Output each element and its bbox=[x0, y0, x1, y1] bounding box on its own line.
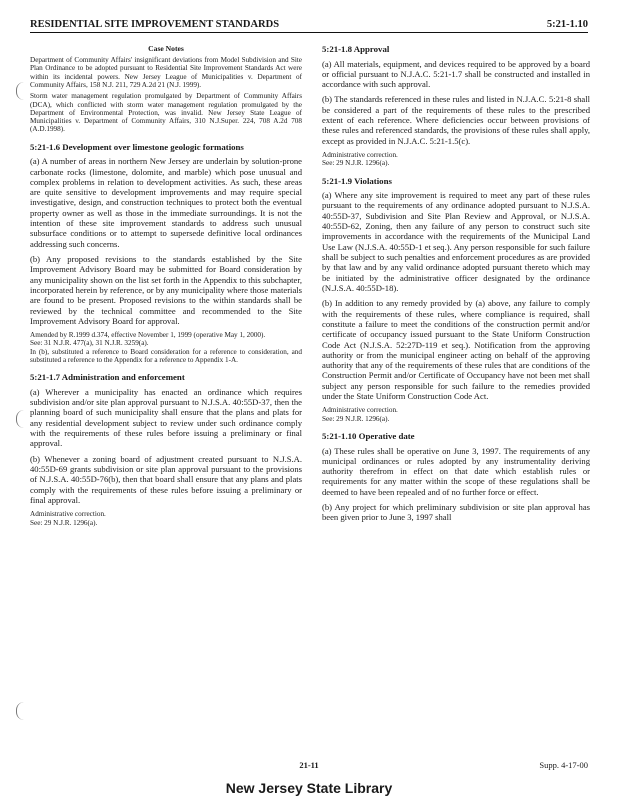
paragraph: (b) Whenever a zoning board of adjustment created pursuant to N.J.S.A. 40:55D-69 grants subdivision or site plan approval pursuant to the provisions of N.J.S.A. 40:55D-76(b), then that board shall ensure that any plans and plats comply with the requirements of these rules before issuing a preliminary or final approval. bbox=[30, 453, 302, 505]
case-notes-title: Case Notes bbox=[148, 44, 184, 53]
binding-hole-mark bbox=[16, 410, 29, 428]
page-number: 21-11 bbox=[299, 760, 319, 770]
left-column bbox=[30, 44, 302, 530]
header-section-ref: 5:21-1.10 bbox=[546, 19, 588, 30]
library-stamp: New Jersey State Library bbox=[225, 780, 393, 796]
paragraph: (a) Wherever a municipality has enacted an ordinance which requires subdivision and/or site plan approval pursuant to N.J.S.A. 40:55D-37, then the planning board of such municipality shall ensure that the plans and plats for any residential development subject to review under such ordinance comply with the requirements of these rules before issuing a preliminary or final approval. bbox=[30, 386, 302, 449]
amendment-note: See: 31 N.J.R. 477(a), 31 N.J.R. 3259(a). bbox=[30, 339, 149, 348]
paragraph: (a) All materials, equipment, and devices required to be approved by a board or official pursuant to N.J.A.C. 5:21-1.7 shall be constructed and installed in accordance with such approval. bbox=[322, 58, 590, 90]
admin-note: Administrative correction. bbox=[322, 406, 398, 415]
paragraph: (a) Where any site improvement is required to meet any part of these rules pursuant to the requirements of any ordinance adopted pursuant to N.J.S.A. 40:55D-37, Subdivision and Site Plan Review and Approval, or N.J.S.A. 40:55D-62, Zoning, then any failure of any person to construct such site improvements in accordance with the requirements of the Municipal Land Use Law (N.J.S.A. 40:55D-1 et seq.). Any person responsible for such failure shall be subject to such penalties and enforcement procedures as are provided by that law and by any valid ordinance adopted pursuant thereto which may be initiated by the administrative officer designated by the ordinance (N.J.S.A. 40:55D-18). bbox=[322, 190, 590, 293]
section-heading: 5:21-1.9 Violations bbox=[322, 175, 392, 186]
right-column bbox=[322, 44, 590, 528]
binding-hole-mark bbox=[16, 702, 29, 720]
admin-note: See: 29 N.J.R. 1296(a). bbox=[30, 518, 98, 527]
amendment-note: In (b), substituted a reference to Board consideration for a reference to consideration, and substituted a reference to the Appendix for a reference to Appendix 1-A. bbox=[30, 347, 302, 365]
section-heading: 5:21-1.7 Administration and enforcement bbox=[30, 372, 185, 383]
admin-note: See: 29 N.J.R. 1296(a). bbox=[322, 159, 390, 168]
paragraph: (a) These rules shall be operative on June 3, 1997. The requirements of any municipal ordinances or rules adopted by any instrumentality deriving authority therefrom in effect on that date which establish rules or requirements for any matter within the scope of these regulations shall be deemed to have been repealed and of no further force or effect. bbox=[322, 445, 590, 497]
section-heading: 5:21-1.6 Development over limestone geologic formations bbox=[30, 141, 244, 152]
header-title: RESIDENTIAL SITE IMPROVEMENT STANDARDS bbox=[30, 19, 280, 30]
binding-hole-mark bbox=[16, 82, 29, 100]
admin-note: See: 29 N.J.R. 1296(a). bbox=[322, 414, 390, 423]
paragraph: (b) The standards referenced in these rules and listed in N.J.A.C. 5:21-8 shall be considered a part of the requirements of these rules to the prescribed extent of each reference. Where deficiencies occur between provisions of these rules and referenced standards, the provisions of these rules shall apply, except as provided in N.J.A.C. 5:21-1.5(c). bbox=[322, 94, 590, 146]
running-header bbox=[30, 10, 588, 33]
case-note: Storm water management regulation promulgated by Department of Community Affairs (DCA), which conflicted with storm water management regulation promulgated by the Department of Environmental Protection, was invalid. New Jersey State League of Municipalities v. Department of Community Affairs, 310 N.J.Super. 224, 708 A.2d 708 (A.D.1998). bbox=[30, 92, 302, 134]
paragraph: (b) In addition to any remedy provided by (a) above, any failure to comply with the requirements of these rules, where compliance is required, shall constitute a failure to meet the conditions of the construction permit and/or certificate of occupancy issued pursuant to the State Uniform Construction Code Act (N.J.S.A. 52:27D-119 et seq.). Notification from the approving authority or from the municipal engineer acting on behalf of the approving authority that any of the requirements of these rules that are conditions of the Construction Permit and/or Certificate of Occupancy have not been met shall subject any person responsible for such failure to the remedies provided under the State Uniform Construction Code Act. bbox=[322, 298, 590, 402]
paragraph: (a) A number of areas in northern New Jersey are underlain by solution-prone carbonate rocks (limestone, dolomite, and marble) which pose unusual and complex problems in relation to development activities. As such, these areas are quite sensitive to development improvements and may require special investigative, design, and construction techniques to protect both the eventual property owner as well as those in the immediate surroundings. It is not the intention of these site improvement standards to address such unusual subsurface conditions or to attempt to supersede definitive local ordinances addressing such concerns. bbox=[30, 156, 302, 249]
admin-note: Administrative correction. bbox=[30, 510, 106, 519]
supplement-date: Supp. 4-17-00 bbox=[539, 760, 588, 770]
paragraph: (b) Any proposed revisions to the standards established by the Site Improvement Advisory Board may be submitted for Board consideration by any municipality shown on the list set forth in the Appendix to this subchapter, incorporated herein by reference, or by any municipality where those materials are found to be present. Proposed revisions to the within standards shall be reviewed by the technical committee and recommended to the Site Improvement Advisory Board for approval. bbox=[30, 254, 302, 326]
section-heading: 5:21-1.10 Operative date bbox=[322, 430, 415, 441]
admin-note: Administrative correction. bbox=[322, 151, 398, 160]
case-note: Department of Community Affairs' insignificant deviations from Model Subdivision and Site Plan Ordinance to be adopted pursuant to Residential Site Improvement Standards Act were within its incidental powers. New Jersey League of Municipalities v. Department of Community Affairs, 158 N.J. 211, 729 A.2d 21 (N.J. 1999). bbox=[30, 56, 302, 89]
paragraph: (b) Any project for which preliminary subdivision or site plan approval has been given prior to June 3, 1997 shall bbox=[322, 502, 590, 523]
section-heading: 5:21-1.8 Approval bbox=[322, 44, 390, 54]
amendment-note: Amended by R.1999 d.374, effective November 1, 1999 (operative May 1, 2000). bbox=[30, 331, 266, 340]
